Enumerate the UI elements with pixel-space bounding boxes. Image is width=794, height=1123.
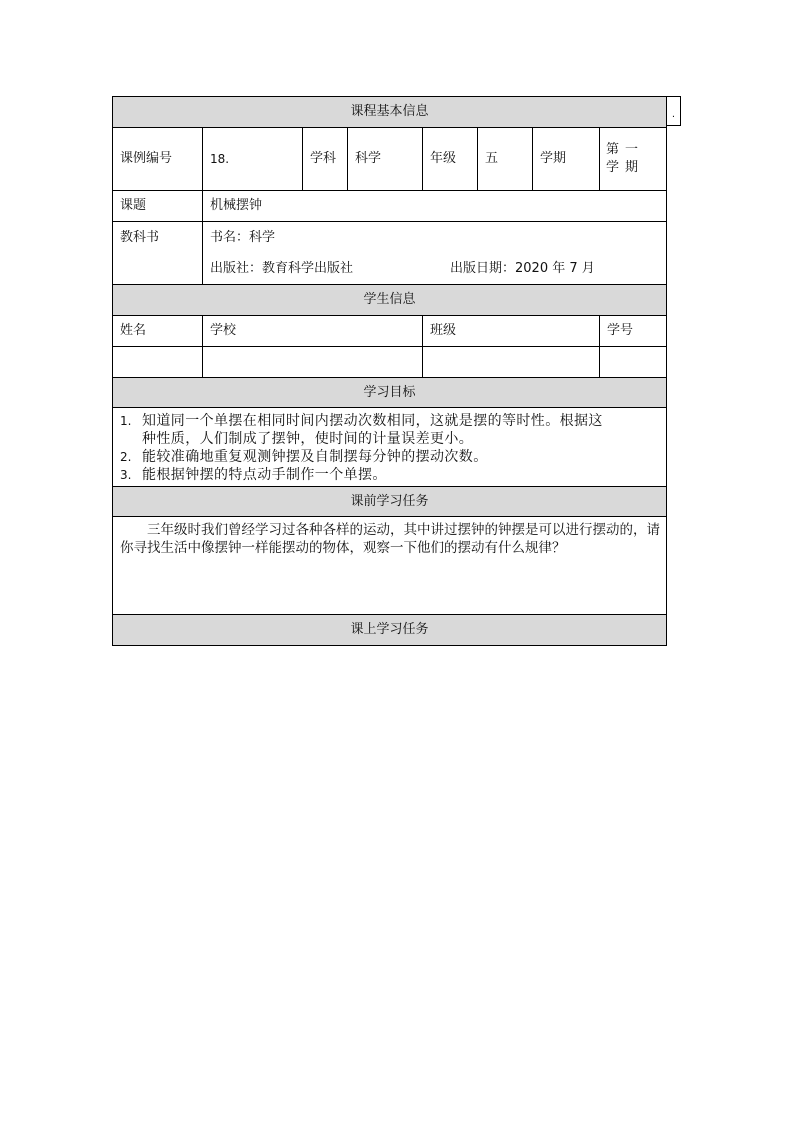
book-name: 书名：科学 — [210, 230, 276, 245]
grade-label: 年级 — [423, 128, 478, 191]
lesson-table — [112, 96, 667, 646]
textbook-label: 教科书 — [113, 222, 203, 285]
section-goals: 学习目标 — [113, 378, 667, 408]
goal-number: 3. — [120, 468, 132, 482]
corner-mark: . — [666, 96, 681, 126]
grade-value: 五 — [478, 128, 533, 191]
section-pre-class-task: 课前学习任务 — [113, 487, 667, 517]
course-id-label: 课例编号 — [113, 128, 203, 191]
subject-label: 学科 — [303, 128, 348, 191]
course-id-value: 18. — [203, 128, 303, 191]
section-course-info: 课程基本信息 — [113, 97, 667, 128]
name-field[interactable] — [113, 347, 203, 378]
topic-label: 课题 — [113, 191, 203, 222]
student-number-field[interactable] — [600, 347, 667, 378]
semester-label: 学期 — [533, 128, 600, 191]
lesson-form — [112, 96, 666, 646]
school-field[interactable] — [203, 347, 423, 378]
goal-item — [120, 412, 658, 430]
section-student-info: 学生信息 — [113, 285, 667, 316]
school-label: 学校 — [203, 316, 423, 347]
class-label: 班级 — [423, 316, 600, 347]
publisher-row — [210, 253, 666, 284]
goals-list — [113, 408, 667, 487]
publisher: 出版社：教育科学出版社 — [210, 261, 354, 276]
goal-number: 2. — [120, 450, 132, 464]
goal-text-continued: 种性质，人们制成了摆钟，使时间的计量误差更小。 — [142, 431, 474, 447]
goal-item — [120, 448, 658, 466]
goal-text: 能较准确地重复观测钟摆及自制摆每分钟的摆动次数。 — [142, 449, 488, 465]
goal-number: 1. — [120, 414, 132, 428]
pre-class-task-body — [113, 517, 667, 615]
textbook-info — [203, 222, 667, 285]
topic-value: 机械摆钟 — [203, 191, 667, 222]
goal-item — [120, 466, 658, 484]
pre-class-task-text: 三年级时我们曾经学习过各种各样的运动，其中讲过摆钟的钟摆是可以进行摆动的，请你寻找生活中像摆钟一样能摆动的物体，观察一下他们的摆动有什么规律？ — [120, 522, 660, 556]
goal-text: 知道同一个单摆在相同时间内摆动次数相同，这就是摆的等时性。根据这 — [142, 413, 603, 429]
publish-date: 出版日期：2020 年 7 月 — [450, 261, 595, 276]
subject-value: 科学 — [348, 128, 423, 191]
goal-text: 能根据钟摆的特点动手制作一个单摆。 — [142, 467, 387, 483]
class-field[interactable] — [423, 347, 600, 378]
name-label: 姓名 — [113, 316, 203, 347]
student-number-label: 学号 — [600, 316, 667, 347]
section-in-class-task: 课上学习任务 — [113, 615, 667, 646]
semester-value: 第一学期 — [600, 128, 667, 191]
